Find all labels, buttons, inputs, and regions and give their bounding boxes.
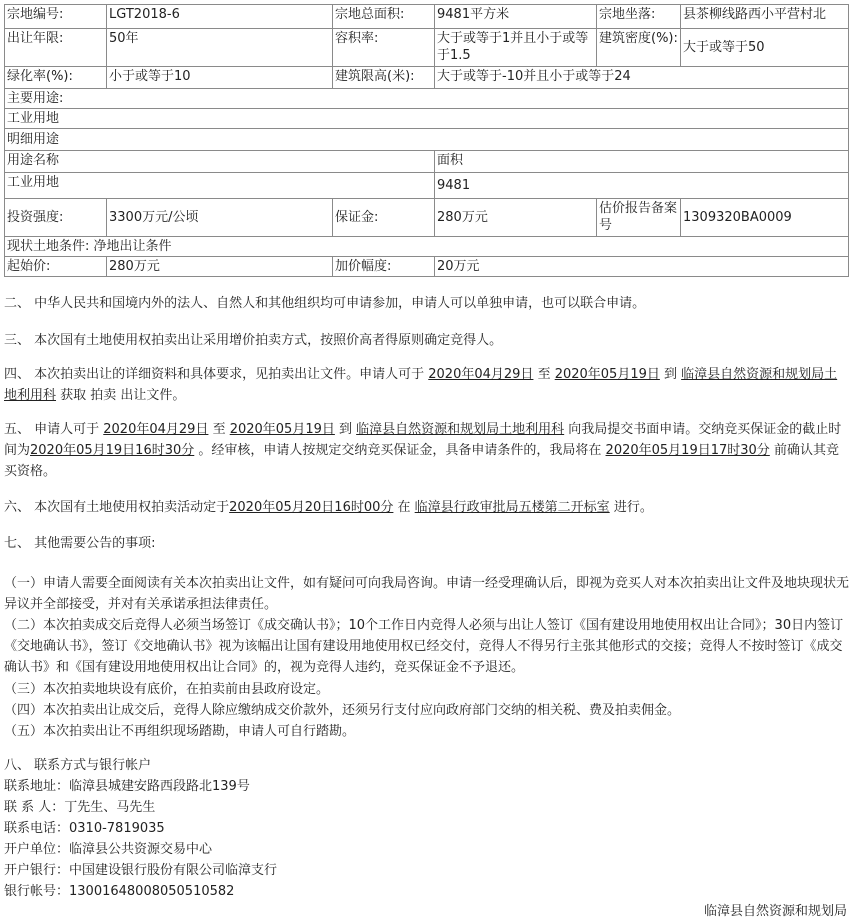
account-unit: 开户单位：临漳县公共资源交易中心 [4, 842, 213, 857]
clause-4-text-b: 至 [533, 367, 555, 382]
clause-5 [4, 419, 849, 482]
total-area-value: 9481平方米 [435, 5, 597, 29]
item-1: （一）申请人需要全面阅读有关本次拍卖出让文件，如有疑问可向我局咨询。申请一经受理确认后，即视为竞买人对本次拍卖出让文件及地块现状无异议并全部接受，并对有关承诺承担法律责任。 [4, 576, 850, 612]
clause-5-end-date: 2020年05月19日 [229, 422, 335, 437]
main-use-label: 主要用途: [5, 89, 849, 109]
green-ratio-label: 绿化率(%): [5, 67, 107, 89]
building-density-label: 建筑密度(%): [597, 29, 681, 67]
investment-intensity-value: 3300万元/公顷 [107, 199, 333, 237]
clause-4-end-date: 2020年05月19日 [554, 367, 660, 382]
item-3: （三）本次拍卖地块设有底价，在拍卖前由县政府设定。 [4, 682, 330, 697]
parcel-info-table [4, 4, 849, 277]
use-name-header: 用途名称 [5, 151, 435, 173]
clause-5-text-f: 前确认其竞买资格。 [4, 443, 839, 479]
item-5: （五）本次拍卖出让不再组织现场踏勘，申请人可自行踏勘。 [4, 724, 356, 739]
clause-5-start-date: 2020年04月29日 [103, 422, 209, 437]
clause-5-text-c: 到 [334, 422, 357, 437]
clause-5-deadline: 2020年05月19日16时30分 [30, 443, 195, 458]
appraisal-record-value: 1309320BA0009 [681, 199, 849, 237]
detail-use-label: 明细用途 [5, 129, 849, 151]
area-header: 面积 [435, 151, 849, 173]
issuer-signature: 临漳县自然资源和规划局 [703, 904, 847, 919]
height-limit-value: 大于或等于-10并且小于或等于24 [435, 67, 849, 89]
current-land-condition: 现状土地条件: 净地出让条件 [5, 237, 849, 257]
account-bank: 开户银行：中国建设银行股份有限公司临漳支行 [4, 863, 278, 878]
term-label: 出让年限: [5, 29, 107, 67]
clause-5-text-d: 向我局提交书面申请。交纳竞买保证金的截止时间为 [4, 422, 842, 458]
clause-2: 二、 中华人民共和国境内外的法人、自然人和其他组织均可申请参加，申请人可以单独申请，也可以联合申请。 [4, 296, 646, 311]
clause-5-place: 临漳县自然资源和规划局土地利用科 [356, 422, 565, 437]
term-value: 50年 [107, 29, 333, 67]
starting-price-value: 280万元 [107, 257, 333, 277]
clause-5-confirm-time: 2020年05月19日17时30分 [605, 443, 770, 458]
clause-6-place: 临漳县行政审批局五楼第二开标室 [414, 500, 610, 515]
item-4: （四）本次拍卖出让成交后，竞得人除应缴纳成交价款外，还须另行支付应向政府部门交纳的相关税、费及拍卖佣金。 [4, 703, 681, 718]
use-name-value: 工业用地 [5, 173, 435, 199]
parcel-number-value: LGT2018-6 [107, 5, 333, 29]
account-number: 银行帐号：13001648008050510582 [4, 884, 235, 899]
parcel-number-label: 宗地编号: [5, 5, 107, 29]
clause-6 [4, 497, 849, 518]
clause-6-text-a: 六、 本次国有土地使用权拍卖活动定于 [4, 500, 230, 515]
plot-ratio-label: 容积率: [333, 29, 435, 67]
item-2: （二）本次拍卖成交后竞得人必须当场签订《成交确认书》；10个工作日内竞得人必须与出让人签订《国有建设用地使用权出让合同》；30日内签订《交地确认书》，签订《交地确认书》视为该幅出让国有建设用地使用权已经交付，竞得人不得另行主张其他形式的交接；竞得人不按时签订《成交确认书》和《国有建设用地使用权出让合同》的，视为竞得人违约，竞买保证金不予退还。 [4, 618, 844, 675]
clause-6-time: 2020年05月20日16时00分 [229, 500, 394, 515]
appraisal-record-label: 估价报告备案号 [597, 199, 681, 237]
location-value: 县茶柳线路西小平营村北 [681, 5, 849, 29]
plot-ratio-value: 大于或等于1并且小于或等于1.5 [435, 29, 597, 67]
clause-5-text-a: 五、 申请人可于 [4, 422, 104, 437]
investment-intensity-label: 投资强度: [5, 199, 107, 237]
total-area-label: 宗地总面积: [333, 5, 435, 29]
area-value: 9481 [435, 173, 849, 199]
clause-4-text-c: 到 [659, 367, 682, 382]
contact-person: 联 系 人：丁先生、马先生 [4, 800, 156, 815]
bid-increment-value: 20万元 [435, 257, 849, 277]
location-label: 宗地坐落: [597, 5, 681, 29]
clause-4-text-e: 获取 拍卖 出让文件。 [56, 388, 186, 403]
clause-4-place: 临漳县自然资源和规划局土地利用科 [4, 367, 838, 403]
clause-4-start-date: 2020年04月29日 [428, 367, 534, 382]
starting-price-label: 起始价: [5, 257, 107, 277]
clause-5-text-b: 至 [208, 422, 230, 437]
green-ratio-value: 小于或等于10 [107, 67, 333, 89]
clause-7-heading: 七、 其他需要公告的事项: [4, 536, 156, 551]
bid-increment-label: 加价幅度: [333, 257, 435, 277]
contact-heading: 八、 联系方式与银行帐户 [4, 758, 152, 773]
clause-6-text-b: 在 [393, 500, 415, 515]
deposit-value: 280万元 [435, 199, 597, 237]
clause-4-text-a: 四、 本次拍卖出让的详细资料和具体要求，见拍卖出让文件。申请人可于 [4, 367, 429, 382]
clause-6-text-c: 进行。 [609, 500, 653, 515]
contact-phone: 联系电话：0310-7819035 [4, 821, 165, 836]
clause-4 [4, 364, 849, 406]
main-use-value: 工业用地 [5, 109, 849, 129]
clause-5-text-e: 。经审核，申请人按规定交纳竞买保证金，具备申请条件的，我局将在 [194, 443, 606, 458]
clause-3: 三、 本次国有土地使用权拍卖出让采用增价拍卖方式，按照价高者得原则确定竞得人。 [4, 333, 503, 348]
building-density-value: 大于或等于50 [681, 29, 849, 67]
deposit-label: 保证金: [333, 199, 435, 237]
contact-address: 联系地址：临漳县城建安路西段路北139号 [4, 779, 250, 794]
height-limit-label: 建筑限高(米): [333, 67, 435, 89]
